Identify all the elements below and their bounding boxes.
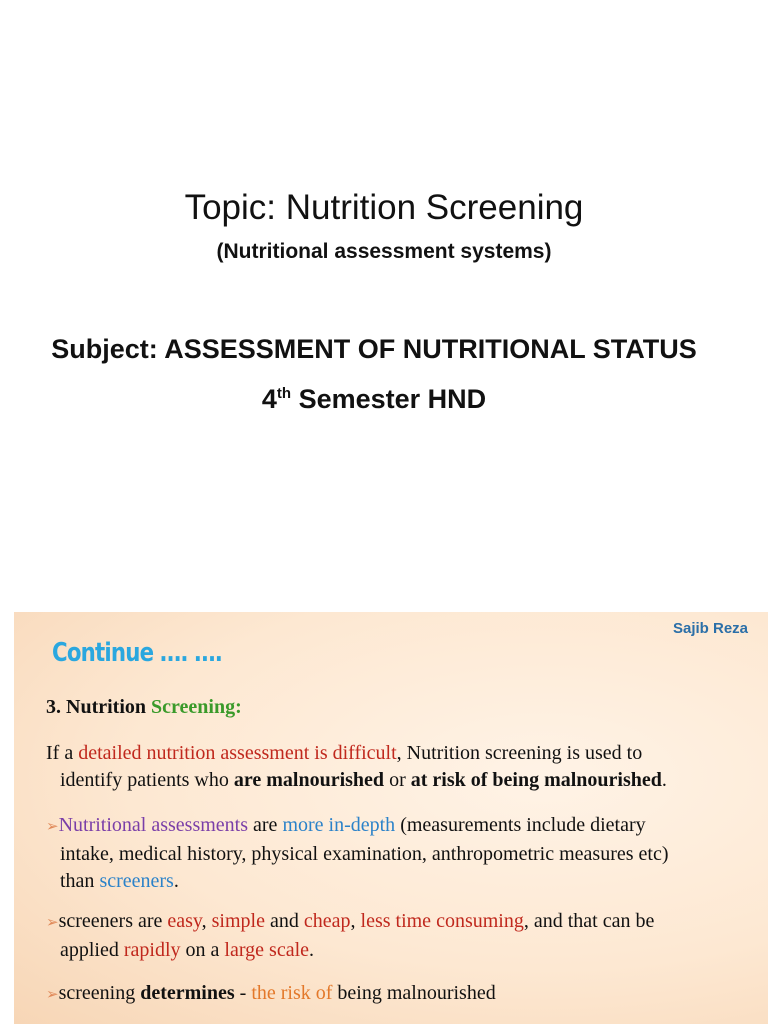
text-run: are xyxy=(248,814,283,836)
text-highlight: screeners xyxy=(99,870,174,892)
bullet-arrow-icon: ➢ xyxy=(46,915,59,931)
text-run: or xyxy=(384,769,411,791)
text-bold: determines xyxy=(140,982,235,1004)
text-highlight: rapidly xyxy=(123,939,181,961)
author-label: Sajib Reza xyxy=(672,620,748,637)
bullet-assessments xyxy=(46,812,746,895)
text-run: . xyxy=(173,870,179,892)
content-slide xyxy=(14,612,768,1024)
text-run: on a xyxy=(180,939,225,961)
indented-line: intake, medical history, physical examination, anthropometric measures etc) xyxy=(60,843,669,865)
text-run: being malnourished xyxy=(332,982,496,1004)
section-heading xyxy=(46,696,242,719)
text-run: , and that can be xyxy=(523,910,655,932)
text-highlight: the risk of xyxy=(251,982,333,1004)
text-run: screeners are xyxy=(58,910,168,932)
heading-text: 3. Nutrition xyxy=(46,696,151,718)
text-run: - xyxy=(234,982,252,1004)
text-run: (measurements include dietary xyxy=(395,814,646,836)
text-run: , Nutrition screening is used to xyxy=(396,742,643,764)
bullet-arrow-icon: ➢ xyxy=(46,987,59,1003)
text-run: , xyxy=(201,910,212,932)
bullet-arrow-icon: ➢ xyxy=(46,819,59,835)
slide-subtitle: (Nutritional assessment systems) xyxy=(216,240,552,263)
text-highlight: less time consuming xyxy=(360,910,524,932)
heading-colon: : xyxy=(235,696,242,718)
heading-screening: Screening xyxy=(151,696,236,718)
text-bold: at risk of being malnourished xyxy=(410,769,662,791)
text-run: If a xyxy=(46,742,79,764)
semester-text: Semester HND xyxy=(291,384,487,414)
text-run: applied xyxy=(60,939,124,961)
semester-suffix: th xyxy=(276,385,292,402)
text-highlight: simple xyxy=(211,910,265,932)
text-run: than xyxy=(60,870,100,892)
indented-line xyxy=(46,937,746,964)
text-run: . xyxy=(661,769,667,791)
text-run: screening xyxy=(58,982,141,1004)
text-highlight: cheap xyxy=(303,910,351,932)
bullet-determines xyxy=(46,980,746,1009)
slide-title: Topic: Nutrition Screening xyxy=(184,188,584,227)
indented-line xyxy=(46,868,746,895)
indented-line xyxy=(46,767,746,794)
bullet-screeners xyxy=(46,908,746,964)
text-highlight: detailed nutrition assessment is difficult xyxy=(78,742,397,764)
text-highlight: Nutritional assessments xyxy=(58,814,249,836)
text-run: and xyxy=(264,910,304,932)
text-run: identify patients who xyxy=(60,769,234,791)
text-bold: are malnourished xyxy=(233,769,385,791)
text-highlight: large scale xyxy=(224,939,310,961)
text-run: . xyxy=(309,939,315,961)
semester-line xyxy=(0,384,748,415)
text-run: , xyxy=(350,910,361,932)
continue-heading: Continue …. …. xyxy=(52,638,222,668)
semester-number: 4 xyxy=(261,384,277,414)
paragraph-intro xyxy=(46,740,746,794)
text-highlight: easy xyxy=(167,910,202,932)
subject-line: Subject: ASSESSMENT OF NUTRITIONAL STATUS xyxy=(51,334,697,364)
text-highlight: more in-depth xyxy=(282,814,396,836)
